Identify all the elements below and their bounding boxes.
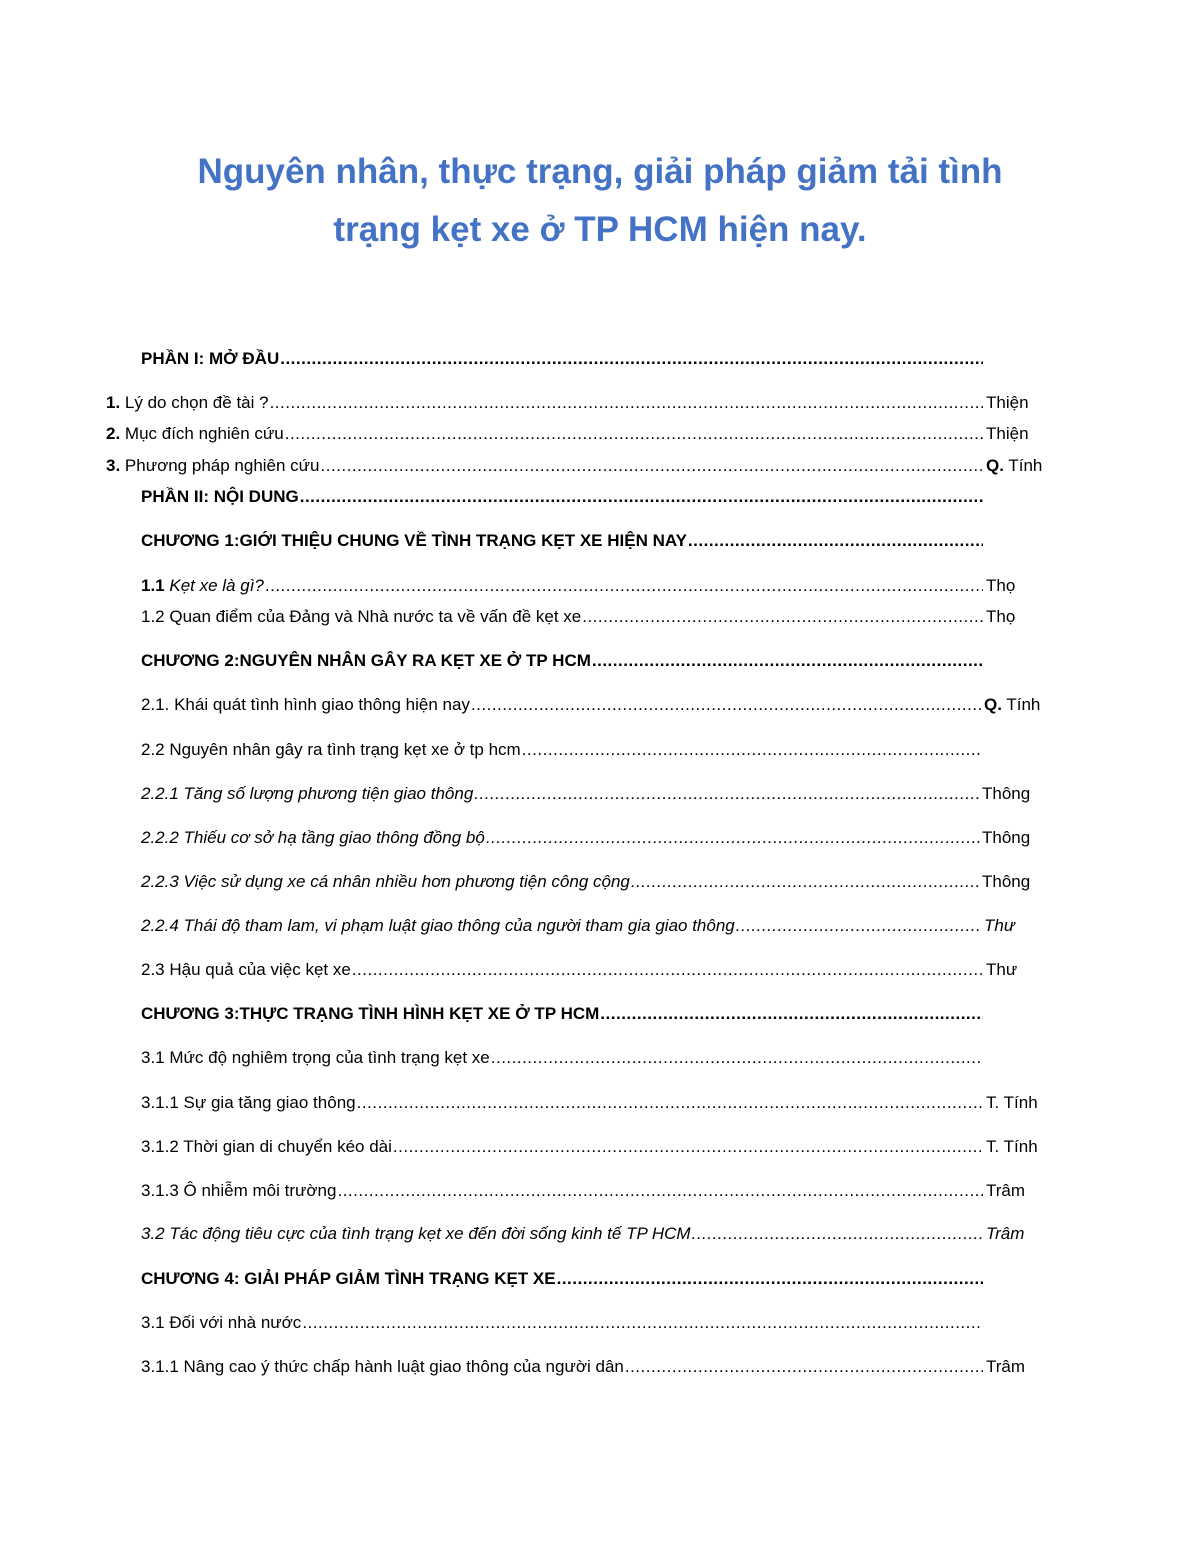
dot-leader — [600, 1001, 983, 1027]
dot-leader — [285, 421, 983, 447]
dot-leader — [582, 604, 983, 630]
toc-entry-1-2[interactable]: 1.2 Quan điểm của Đảng và Nhà nước ta về vấn đề kẹt xe ..... Thọ — [141, 604, 983, 630]
dot-leader — [491, 1045, 983, 1071]
toc-entry-2-2-3[interactable]: 2.2.3 Việc sử dụng xe cá nhân nhiều hơn phương tiện công cộng ..... Thông — [141, 869, 981, 895]
toc-entry-part-2[interactable]: PHẦN II: NỘI DUNG ..... — [141, 484, 983, 510]
document-title — [0, 143, 1200, 259]
dot-leader — [522, 737, 983, 763]
toc-assignee: Thư — [986, 960, 1018, 979]
toc-entry-2-2-4[interactable]: 2.2.4 Thái độ tham lam, vi phạm luật giao thông của người tham gia giao thông ..... Thư — [141, 913, 981, 939]
dot-leader — [302, 1310, 983, 1336]
toc-entry-1-1[interactable]: 1.1 Kẹt xe là gì? ..... Thọ — [141, 573, 983, 599]
dot-leader — [393, 1134, 983, 1160]
toc-entry-2-2[interactable]: 2.2 Nguyên nhân gây ra tình trạng kẹt xe ở tp hcm ..... — [141, 737, 983, 763]
toc-entry-3-2[interactable]: 3.2 Tác động tiêu cực của tình trạng kẹt xe đến đời sống kinh tế TP HCM ..... Trâm — [141, 1221, 983, 1247]
toc-entry-chapter-2[interactable]: CHƯƠNG 2:NGUYÊN NHÂN GÂY RA KẸT XE Ở TP HCM ..... — [141, 648, 983, 674]
dot-leader — [265, 573, 983, 599]
dot-leader — [557, 1266, 983, 1292]
toc-entry-2[interactable]: 2. Mục đích nghiên cứu ..... Thiện — [106, 421, 983, 447]
dot-leader — [486, 825, 981, 851]
toc-assignee: Thọ — [986, 607, 1016, 626]
toc-assignee: Thông — [982, 828, 1031, 847]
dot-leader — [471, 692, 983, 718]
toc-assignee: Trâm — [986, 1181, 1026, 1200]
toc-entry-3-1[interactable]: 3.1 Mức độ nghiêm trọng của tình trạng kẹt xe ..... — [141, 1045, 983, 1071]
toc-entry-part-1[interactable]: PHẦN I: MỞ ĐẦU ..... — [141, 346, 983, 372]
title-line-2: trạng kẹt xe ở TP HCM hiện nay. — [333, 210, 867, 249]
toc-assignee: Thiện — [986, 424, 1029, 443]
toc-entry-4-1[interactable]: 3.1 Đối với nhà nước ..... — [141, 1310, 983, 1336]
dot-leader — [280, 346, 983, 372]
dot-leader — [474, 781, 981, 807]
toc-assignee: Thọ — [986, 576, 1016, 595]
toc-entry-1[interactable]: 1. Lý do chọn đề tài ? ..... Thiện — [106, 390, 983, 416]
toc-entry-2-3[interactable]: 2.3 Hậu quả của việc kẹt xe ..... Thư — [141, 957, 983, 983]
toc-entry-2-1[interactable]: 2.1. Khái quát tình hình giao thông hiện nay ..... Q. Tính — [141, 692, 983, 718]
toc-assignee: Trâm — [986, 1224, 1025, 1243]
dot-leader — [270, 390, 983, 416]
toc-entry-3-1-2[interactable]: 3.1.2 Thời gian di chuyển kéo dài ..... T. Tính — [141, 1134, 983, 1160]
dot-leader — [300, 484, 983, 510]
toc-entry-3-1-3[interactable]: 3.1.3 Ô nhiễm môi trường ..... Trâm — [141, 1178, 983, 1204]
toc-assignee: Q. Tính — [986, 456, 1043, 475]
dot-leader — [352, 957, 983, 983]
toc-entry-chapter-4[interactable]: CHƯƠNG 4: GIẢI PHÁP GIẢM TÌNH TRẠNG KẸT XE ..... — [141, 1266, 983, 1292]
dot-leader — [631, 869, 981, 895]
toc-entry-4-1-1[interactable]: 3.1.1 Nâng cao ý thức chấp hành luật giao thông của người dân ..... Trâm — [141, 1354, 983, 1380]
dot-leader — [625, 1354, 983, 1380]
toc-assignee: Q. Tính — [984, 695, 1041, 714]
dot-leader — [357, 1090, 983, 1116]
toc-assignee: T. Tính — [986, 1137, 1038, 1156]
toc-entry-2-2-2[interactable]: 2.2.2 Thiếu cơ sở hạ tầng giao thông đồng bộ ..... Thông — [141, 825, 981, 851]
dot-leader — [688, 528, 983, 554]
toc-entry-chapter-1[interactable]: CHƯƠNG 1:GIỚI THIỆU CHUNG VỀ TÌNH TRẠNG KẸT XE HIỆN NAY ..... — [141, 528, 983, 554]
dot-leader — [592, 648, 983, 674]
toc-assignee: Trâm — [986, 1357, 1026, 1376]
title-line-1: Nguyên nhân, thực trạng, giải pháp giảm tải tình — [197, 152, 1003, 191]
toc-assignee: Thông — [982, 872, 1031, 891]
toc-entry-3-1-1[interactable]: 3.1.1 Sự gia tăng giao thông ..... T. Tính — [141, 1090, 983, 1116]
toc-assignee: Thiện — [986, 393, 1029, 412]
toc-entry-3[interactable]: 3. Phương pháp nghiên cứu ..... Q. Tính — [106, 453, 983, 479]
toc-assignee: Thư — [984, 916, 1015, 935]
dot-leader — [736, 913, 981, 939]
dot-leader — [321, 453, 983, 479]
toc-entry-2-2-1[interactable]: 2.2.1 Tăng số lượng phương tiện giao thông ..... Thông — [141, 781, 981, 807]
toc-assignee: Thông — [982, 784, 1031, 803]
dot-leader — [337, 1178, 983, 1204]
toc-entry-chapter-3[interactable]: CHƯƠNG 3:THỰC TRẠNG TÌNH HÌNH KẸT XE Ở TP HCM ..... — [141, 1001, 983, 1027]
toc-assignee: T. Tính — [986, 1093, 1038, 1112]
dot-leader — [692, 1221, 983, 1247]
